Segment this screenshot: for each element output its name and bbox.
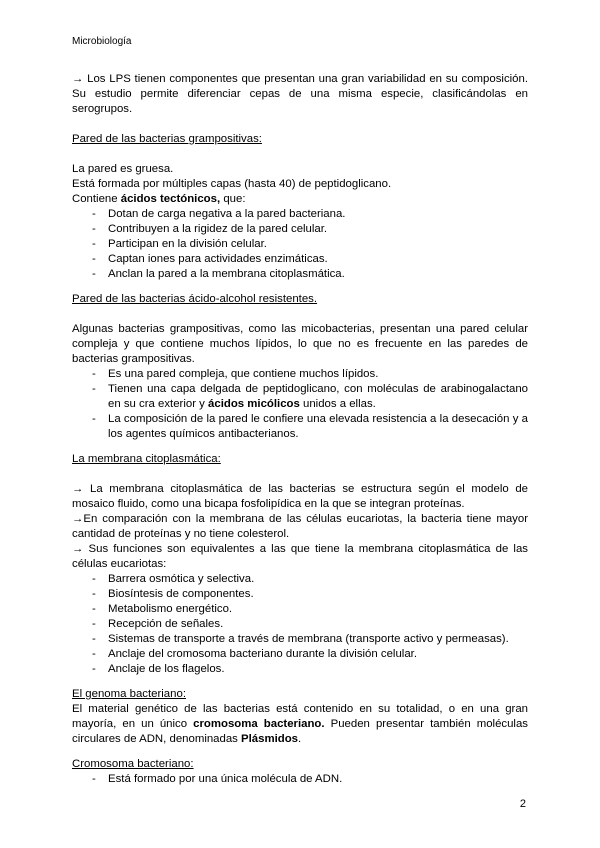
- genome-end: .: [298, 733, 302, 745]
- membrane-functions-list: [72, 572, 528, 677]
- list-item: - Participan en la división celular.: [72, 237, 528, 252]
- gram-positive-heading: [72, 132, 528, 147]
- membrane-heading: [72, 452, 528, 467]
- page-header: Microbiología: [72, 36, 132, 47]
- chromosome-heading: [72, 757, 528, 772]
- acid-fast-intro: Algunas bacterias grampositivas, como las micobacterias, presentan una pared celular compleja y que contiene muchos lípidos, lo que no es frecuente en las paredes de bacterias grampositivas.: [72, 323, 528, 365]
- acid-fast-heading-text: Pared de las bacterias ácido-alcohol resistentes.: [72, 293, 318, 305]
- chromosome-list: [72, 772, 528, 787]
- list-item: - Captan iones para actividades enzimáticas.: [72, 252, 528, 267]
- list-item: - Dotan de carga negativa a la pared bacteriana.: [72, 207, 528, 222]
- list-item: - Anclaje de los flagelos.: [72, 662, 528, 677]
- membrane-paragraph-1: → La membrana citoplasmática de las bacterias se estructura según el modelo de mosaico fluido, como una bicapa fosfolipídica en la que se integran proteínas.: [72, 483, 528, 510]
- membrane-paragraph-3: → Sus funciones son equivalentes a las que tiene la membrana citoplasmática de las células eucariotas:: [72, 543, 528, 570]
- item2-pre: Tienen una capa delgada de peptidoglicano, con moléculas de arabinogalactano en su cra exterior y: [108, 383, 528, 410]
- teichoic-acids-term: ácidos tectónicos,: [120, 193, 221, 205]
- mycolic-acids-term: ácidos micólicos: [208, 398, 300, 410]
- item2-post: unidos a ellas.: [299, 398, 376, 410]
- list-item: - Es una pared compleja, que contiene muchos lípidos.: [72, 367, 528, 382]
- list-item: [72, 382, 528, 412]
- gram-positive-list: [72, 207, 528, 282]
- genome-heading-text: El genoma bacteriano:: [72, 688, 186, 700]
- genome-pre: El material genético de las bacterias está contenido en su totalidad, o en una gran mayoría, en un único: [72, 703, 528, 730]
- bacterial-chromosome-term: cromosoma bacteriano.: [193, 718, 325, 730]
- lps-paragraph: → Los LPS tienen componentes que presentan una gran variabilidad en su composición. Su estudio permite diferenciar cepas de una misma especie, clasificándolas en serogrupos.: [72, 73, 528, 115]
- genome-paragraph: [72, 702, 528, 747]
- gram-positive-heading-text: Pared de las bacterias grampositivas:: [72, 133, 262, 145]
- acid-fast-list: [72, 367, 528, 442]
- document-body: [72, 72, 528, 787]
- plasmids-term: Plásmidos: [241, 733, 299, 745]
- acid-fast-heading: [72, 292, 528, 307]
- list-item: - La composición de la pared le confiere una elevada resistencia a la desecación y a los agentes químicos antibacterianos.: [72, 412, 528, 442]
- list-item: - Anclaje del cromosoma bacteriano durante la división celular.: [72, 647, 528, 662]
- gram-positive-line-1: La pared es gruesa.: [72, 163, 174, 175]
- list-item: - Sistemas de transporte a través de membrana (transporte activo y permeasas).: [72, 632, 528, 647]
- genome-mid: Pueden presentar también moléculas circulares de ADN, denominadas: [72, 718, 528, 745]
- list-item: - Está formado por una única molécula de ADN.: [72, 772, 528, 787]
- list-item: - Recepción de señales.: [72, 617, 528, 632]
- gram-positive-line-2: Está formada por múltiples capas (hasta 40) de peptidoglicano.: [72, 178, 392, 190]
- chromosome-heading-text: Cromosoma bacteriano:: [72, 758, 194, 770]
- membrane-paragraph-2: →En comparación con la membrana de las células eucariotas, la bacteria tiene mayor cantidad de proteínas y no tiene colesterol.: [72, 513, 528, 540]
- gram-positive-line-3: [72, 192, 528, 207]
- genome-heading: [72, 687, 528, 702]
- membrane-heading-text: La membrana citoplasmática:: [72, 453, 221, 465]
- list-item: - Metabolismo energético.: [72, 602, 528, 617]
- list-item: - Contribuyen a la rigidez de la pared celular.: [72, 222, 528, 237]
- line3-pre: Contiene: [72, 193, 121, 205]
- page-number: 2: [519, 798, 526, 810]
- list-item: - Biosíntesis de componentes.: [72, 587, 528, 602]
- line3-post: que:: [220, 193, 246, 205]
- list-item: - Barrera osmótica y selectiva.: [72, 572, 528, 587]
- list-item: - Anclan la pared a la membrana citoplasmática.: [72, 267, 528, 282]
